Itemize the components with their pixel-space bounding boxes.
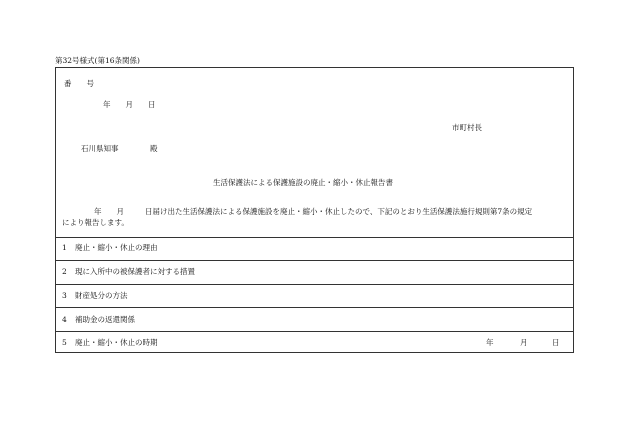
- item-number: 4: [62, 315, 67, 324]
- report-date-prefix: 年 月: [94, 207, 124, 216]
- item-label: 廃止・縮小・休止の理由: [75, 243, 158, 252]
- item-number: 5: [62, 338, 67, 347]
- report-paragraph: [62, 206, 568, 228]
- item5-day: 日: [552, 338, 560, 347]
- mayor-label: 市町村長: [452, 123, 482, 132]
- row-divider: [55, 284, 574, 285]
- item5-month: 月: [520, 338, 528, 347]
- row-divider: [55, 260, 574, 261]
- recipient: 石川県知事: [81, 144, 119, 153]
- item-number: 1: [62, 243, 67, 252]
- row-divider: [55, 237, 574, 238]
- item-label: 廃止・縮小・休止の時期: [75, 338, 158, 347]
- report-body-line1: 日届け出た生活保護法による保護施設を廃止・縮小・休止したので、下記のとおり生活保護法施行規則第7条の規定: [145, 207, 533, 216]
- item-label: 財産処分の方法: [75, 291, 128, 300]
- form-number: 第32号様式(第16条関係): [55, 56, 140, 65]
- report-body-line2: により報告します。: [62, 218, 129, 227]
- item-number: 2: [62, 267, 67, 276]
- row-divider: [55, 331, 574, 332]
- item5-year: 年: [486, 338, 494, 347]
- item-number: 3: [62, 291, 67, 300]
- date-label: 年 月 日: [103, 100, 156, 109]
- document-title: 生活保護法による保護施設の廃止・縮小・休止報告書: [213, 178, 393, 187]
- row-divider: [55, 307, 574, 308]
- item-label: 補助金の返還関係: [75, 315, 135, 324]
- number-label: 番 号: [64, 79, 94, 88]
- item-label: 現に入所中の被保護者に対する措置: [75, 267, 195, 276]
- honorific: 殿: [150, 144, 158, 153]
